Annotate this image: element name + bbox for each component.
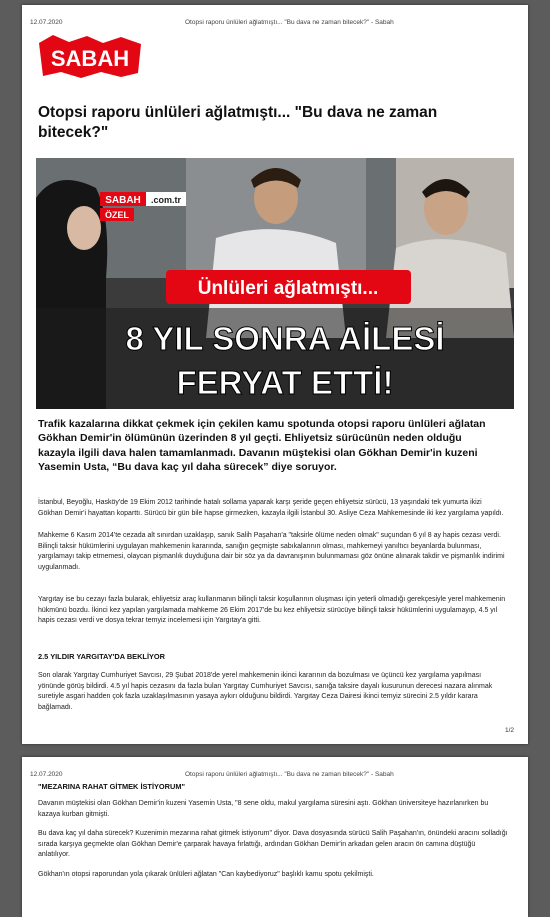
paragraph-5: Davanın müştekisi olan Gökhan Demir'in kuzeni Yasemin Usta, "8 sene oldu, makul yargılama süresini aştı. Gökhan üniversiteye hazırlanırken bu kazaya kurban gitmişti. [38,800,489,818]
paragraph-7: Gökhan'ın otopsi raporundan yola çıkarak ünlüleri ağlatan "Can kaybediyoruz" başlıklı kamu spotu çekilmişti. [38,871,374,878]
print-date: 12.07.2020 [30,771,63,778]
paragraph-6: Bu dava kaç yıl daha sürecek? Kuzenimin mezarına rahat gitmek istiyorum" diyor. Dava dosyasında sürücü Salih Paşahan'ın, önündeki aracını solladığı sırada karşıya geçmekte olan Gökhan Demir'e çarparak havaya fırlattığı, ardından Gökhan Demir'in arkadan gelen aracın ön camına düştüğü anlatılıyor. [38,830,508,859]
subheading-1: 2.5 YILDIR YARGITAY'DA BEKLİYOR [38,652,166,661]
image-banner: Ünlüleri ağlatmıştı... [197,278,379,299]
paragraph-4: Son olarak Yargıtay Cumhuriyet Savcısı, 29 Şubat 2018'de yerel mahkemenin ikinci kararının da bozulması ve üçüncü kez yargılama yapılması yönünde görüş bildirdi. 4.5 yıl hapis cezasını da fazla bulan Yargıtay Cumhuriyet Savcısı, sanığa taksire dayalı kusurunun derecesi nazara alınmak suretiyle asgari hadden çok fazla uzaklaşılmasının yasaya aykırı olduğunu bildirdi. Yargıtay Ceza Dairesi ikinci temyiz sürecini 2.5 yıldır karara bağlamadı. [38,672,493,711]
pdf-page-2 [22,757,528,917]
page-number: 1/2 [504,727,514,734]
article-title: Otopsi raporu ünlüleri ağlatmıştı... "Bu dava ne zaman bitecek?" [38,104,438,141]
paragraph-3: Yargıtay ise bu cezayı fazla bularak, ehliyetsiz araç kullanmanın bilinçli taksir koşullarının oluşması için yeterli olmadığı gerekçesiyle yerel mahkemenin hükmünü bozdu. İkinci kez yapılan yargılamada mahkeme 26 Ekim 2017'de bu kez ehliyetsiz sürücüye bilinçli taksir hükümlerini uygulamayıp, 4.5 yıl hapis cezası verdi ve dosya tekrar temyiz incelemesi için Yargıtay'a gitti. [38,596,506,625]
print-title: Otopsi raporu ünlüleri ağlatmıştı... "Bu dava ne zaman bitecek?" - Sabah [185,19,394,26]
hero-image [36,158,514,409]
sabah-logo [37,33,143,79]
image-headline-2: FERYAT ETTİ! [176,364,394,401]
print-title: Otopsi raporu ünlüleri ağlatmıştı... "Bu dava ne zaman bitecek?" - Sabah [185,771,394,778]
badge-brand: SABAH [105,195,141,206]
subheading-2: "MEZARINA RAHAT GİTMEK İSTİYORUM" [38,782,186,791]
badge-tag: ÖZEL [105,210,129,220]
article-image [36,158,514,409]
article-lead: Trafik kazalarına dikkat çekmek için çekilen kamu spotunda otopsi raporu ünlüleri ağlatan Gökhan Demir'in ölümünün üzerinden 8 yıl geçti. Ehliyetsiz sürücünün neden olduğu kazayla ilgili dava halen tamamlanmadı. Davanın müştekisi olan Gökhan Demir'in kuzeni Yasemin Usta, “Bu dava kaç yıl daha sürecek” diye soruyor. [38,418,486,474]
paragraph-1: İstanbul, Beyoğlu, Hasköy'de 19 Ekim 2012 tarihinde hatalı sollama yaparak karşı şeride geçen ehliyetsiz sürücü, 13 yaşındaki tek yumurta ikizi Gökhan Demir'i hayattan koparttı. Sürücü bir gün bile hapse girmezken, kazayla ilgili İstanbul 30. Asliye Ceza Mahkemesinde iki kez yargılama yapıldı. [38,499,504,517]
badge-domain: .com.tr [150,195,182,205]
logo-text: SABAH [50,46,130,71]
pdf-page-1 [22,5,528,744]
image-headline-1: 8 YIL SONRA AİLESİ [125,320,445,357]
print-date: 12.07.2020 [30,19,63,26]
paragraph-2: Mahkeme 6 Kasım 2014'te cezada alt sınırdan uzaklaşıp, sanık Salih Paşahan'a "taksirle ölüme neden olmak" suçundan 6 yıl 8 ay hapis cezası verdi. Bilinçli taksir hükümlerini uygulayan mahkemenin kararında, sanığın geçmişte sabıkalarının olması, mahkemeyi yanıltıcı beyanlarda bulunması, yargılamayı takip etmemesi, olaycan pişmanlık duyduğuna dair bir söz ya da davranışının bulunmaması göz önüne alınarak takdir ve pişmanlık indirimi uygulanmadı. [38,532,505,571]
